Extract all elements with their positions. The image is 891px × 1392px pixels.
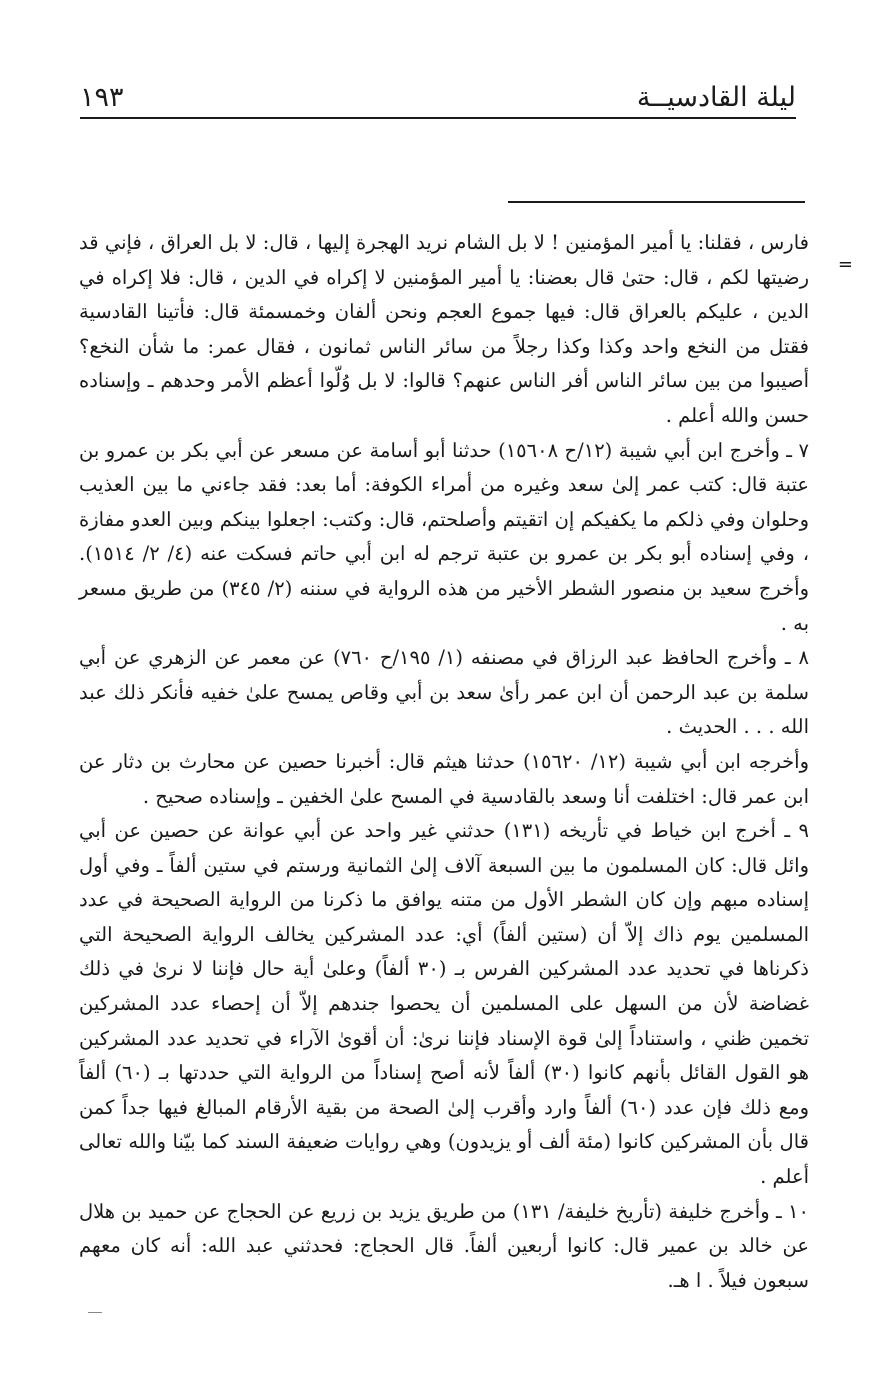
paragraph-note-10: ١٠ ـ وأخرج خليفة (تأريخ خليفة/ ١٣١) من طريق يزيد بن زريع عن الحجاج عن حميد بن هلال عن خالد بن عمير قال: كانوا أربعين ألفاً. قال الحجاج: فحدثني عبد الله: أنه كان معهم سبعون فيلاً . ا هـ. <box>79 1199 809 1292</box>
paragraph-note-8: ٨ ـ وأخرج الحافظ عبد الرزاق في مصنفه (١/ ١٩٥/ح ٧٦٠) عن معمر عن الزهري عن أبي سلمة بن عبد الرحمن أن ابن عمر رأىٰ سعد بن أبي وقاص يمسح علىٰ خفيه فأنكر ذلك عبد الله . . . الحديث . <box>79 646 809 739</box>
paragraph-note-8-addendum: وأخرجه ابن أبي شيبة (١٢/ ١٥٦٢٠) حدثنا هيثم قال: أخبرنا حصين عن محارث بن دثار عن ابن عمر قال: اختلفت أنا وسعد بالقادسية في المسح علىٰ الخفين ـ وإسناده صحيح . <box>79 749 809 808</box>
footnote-body <box>79 226 809 1298</box>
chapter-title: ليلة القادسيــة <box>636 82 796 113</box>
page-number: ١٩٣ <box>80 82 124 113</box>
running-header <box>80 72 796 116</box>
paragraph-note-7: ٧ ـ وأخرج ابن أبي شيبة (١٢/ح ١٥٦٠٨) حدثنا أبو أسامة عن مسعر عن أبي بكر بن عمرو بن عتبة قال: كتب عمر إلىٰ سعد وغيره من أمراء الكوفة: أما بعد: فقد جاءني ما بين العذيب وحلوان وفي ذلكم ما يكفيكم إن اتقيتم وأصلحتم، قال: وكتب: اجعلوا بينكم وبين العدو مفازة ، وفي إسناده أبو بكر بن عمرو بن عتبة ترجم له ابن أبي حاتم فسكت عنه (٤/ ٢/ ١٥١٤). وأخرج سعيد بن منصور الشطر الأخير من هذه الرواية في سننه (٢/ ٣٤٥) من طريق مسعر به . <box>79 438 810 635</box>
paragraph-continuation: فارس ، فقلنا: يا أمير المؤمنين ! لا بل الشام نريد الهجرة إليها ، قال: لا بل العراق ، فإني قد رضيتها لكم ، قال: حتىٰ قال بعضنا: يا أمير المؤمنين لا إكراه في الدين ، قال: فلا إكراه في الدين ، عليكم بالعراق قال: فيها جموع العجم ونحن ألفان وخمسمئة قال: فأتينا القادسية فقتل من النخع واحد وكذا وكذا رجلاً من سائر الناس ثمانون ، فقال عمر: ما شأن النخع؟ أصيبوا من بين سائر الناس أفر الناس عنهم؟ قالوا: لا بل وُلّوا أعظم الأمر وحدهم ـ وإسناده حسن والله أعلم . <box>79 231 809 427</box>
footnote-divider <box>508 201 805 203</box>
continuation-mark: = <box>837 254 853 275</box>
end-mark <box>88 1312 102 1313</box>
paragraph-note-9: ٩ ـ أخرج ابن خياط في تأريخه (١٣١) حدثني غير واحد عن أبي عوانة عن حصين عن أبي وائل قال: كان المسلمون ما بين السبعة آلاف إلىٰ الثمانية ورستم في ستين ألفاً ـ وفي أول إسناده مبهم وإن كان الشطر الأول من متنه يوافق ما ذكرنا من الرواية الصحيحة في عدد المسلمين يوم ذاك إلاّ أن (ستين ألفاً) أي: عدد المشركين يخالف الرواية الصحيحة التي ذكرناها في تحديد عدد المشركين الفرس بـ (٣٠ ألفاً) وعلىٰ أية حال فإننا لا نرىٰ في ذلك غضاضة لأن من السهل على المسلمين أن يحصوا جندهم إلاّ أن إحصاء عدد المشركين تخمين ظني ، واستناداً إلىٰ قوة الإسناد فإننا نرىٰ: أن أقوىٰ الآراء في تحديد عدد المشركين هو القول القائل بأنهم كانوا (٣٠) ألفاً لأنه أصح إسناداً من الرواية التي حددتها بـ (٦٠) ألفاً ومع ذلك فإن عدد (٦٠) ألفاً وارد وأقرب إلىٰ الصحة من بقية الأرقام المبالغ فيها جداً كمن قال بأن المشركين كانوا (مئة ألف أو يزيدون) وهي روايات ضعيفة السند كما بيّنا والله تعالى أعلم . <box>79 819 809 1189</box>
header-divider <box>80 117 796 119</box>
